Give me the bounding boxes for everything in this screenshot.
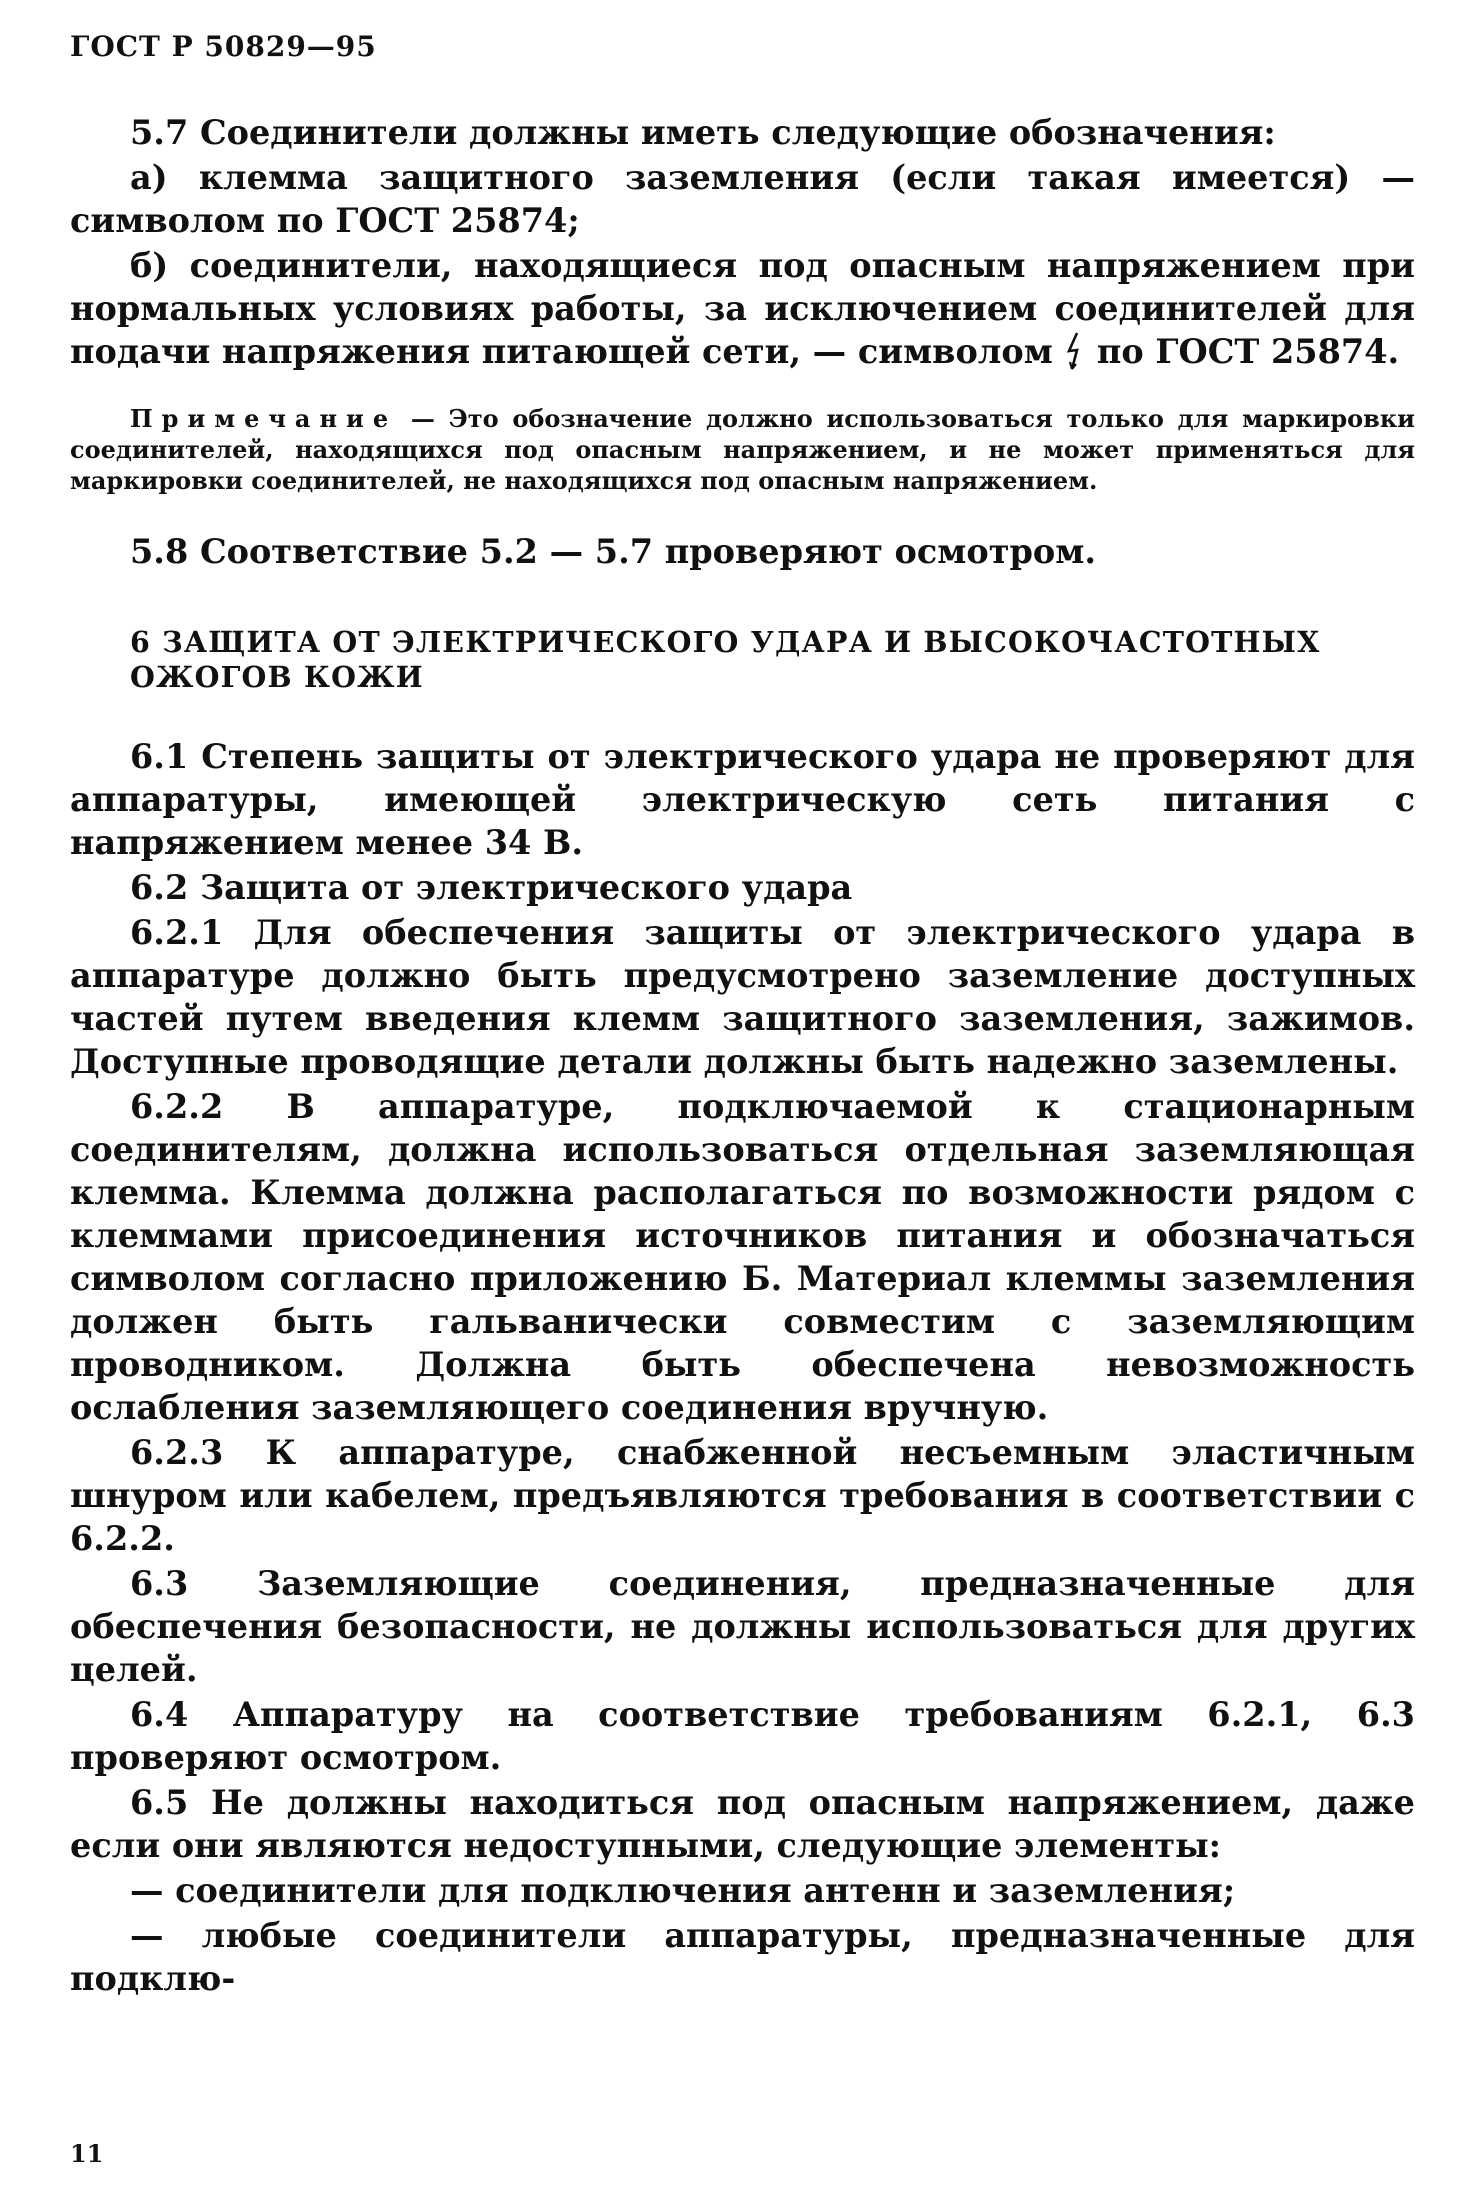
clause-6-1: 6.1 Степень защиты от электрического удара не проверяют для аппаратуры, имеющей электрическую сеть питания с напряжением менее 34 В. xyxy=(70,737,1415,862)
note-label: Примечание xyxy=(130,404,398,433)
lightning-bolt-icon xyxy=(1063,331,1087,371)
clause-5-7-a: а) клемма защитного заземления (если такая имеется) — символом по ГОСТ 25874; xyxy=(70,158,1415,240)
clause-6-2: 6.2 Защита от электрического удара xyxy=(130,868,853,907)
clause-5-7-b-text: б) соединители, находящиеся под опасным напряжением при нормальных условиях работы, за исключением соединителей для подачи напряжения питающей сети, — символом xyxy=(70,246,1415,371)
page-number: 11 xyxy=(70,2139,104,2168)
clause-6-2-2: 6.2.2 В аппаратуре, подключаемой к стационарным соединителям, должна использоваться отдельная заземляющая клемма. Клемма должна располагаться по возможности рядом с клеммами присоединения источников питания и обозначаться символом согласно приложению Б. Материал клеммы заземления должен быть гальванически совместим с заземляющим проводником. Должна быть обеспечена невозможность ослабления заземляющего соединения вручную. xyxy=(70,1087,1415,1427)
clause-5-8: 5.8 Соответствие 5.2 — 5.7 проверяют осмотром. xyxy=(130,532,1097,571)
note-text: — Это обозначение должно использоваться только для маркировки соединителей, находящихся под опасным напряжением, и не может применяться для маркировки соединителей, не находящихся под опасным напряжением. xyxy=(70,404,1415,495)
clause-6-2-3: 6.2.3 К аппаратуре, снабженной несъемным эластичным шнуром или кабелем, предъявляются требования в соответствии с 6.2.2. xyxy=(70,1433,1415,1558)
clause-5-7-b xyxy=(70,244,1415,373)
clause-5-7-b-ref: по ГОСТ 25874. xyxy=(1096,332,1400,371)
list-item-connectors: — любые соединители аппаратуры, предназначенные для подклю- xyxy=(70,1916,1415,1998)
clause-5-7: 5.7 Соединители должны иметь следующие обозначения: xyxy=(130,113,1276,152)
clause-6-5: 6.5 Не должны находиться под опасным напряжением, даже если они являются недоступными, следующие элементы: xyxy=(70,1783,1415,1865)
clause-6-3: 6.3 Заземляющие соединения, предназначенные для обеспечения безопасности, не должны использоваться для других целей. xyxy=(70,1564,1415,1689)
list-item-antennas: — соединители для подключения антенн и заземления; xyxy=(130,1871,1236,1910)
section-6-title: 6 ЗАЩИТА ОТ ЭЛЕКТРИЧЕСКОГО УДАРА И ВЫСОКОЧАСТОТНЫХ ОЖОГОВ КОЖИ xyxy=(130,625,1321,694)
document-page xyxy=(70,30,1415,2170)
note xyxy=(70,403,1415,496)
clause-6-4: 6.4 Аппаратуру на соответствие требованиям 6.2.1, 6.3 проверяют осмотром. xyxy=(70,1695,1415,1777)
document-header: ГОСТ Р 50829—95 xyxy=(70,30,377,63)
clause-6-2-1: 6.2.1 Для обеспечения защиты от электрического удара в аппаратуре должно быть предусмотрено заземление доступных частей путем введения клемм защитного заземления, зажимов. Доступные проводящие детали должны быть надежно заземлены. xyxy=(70,913,1415,1081)
